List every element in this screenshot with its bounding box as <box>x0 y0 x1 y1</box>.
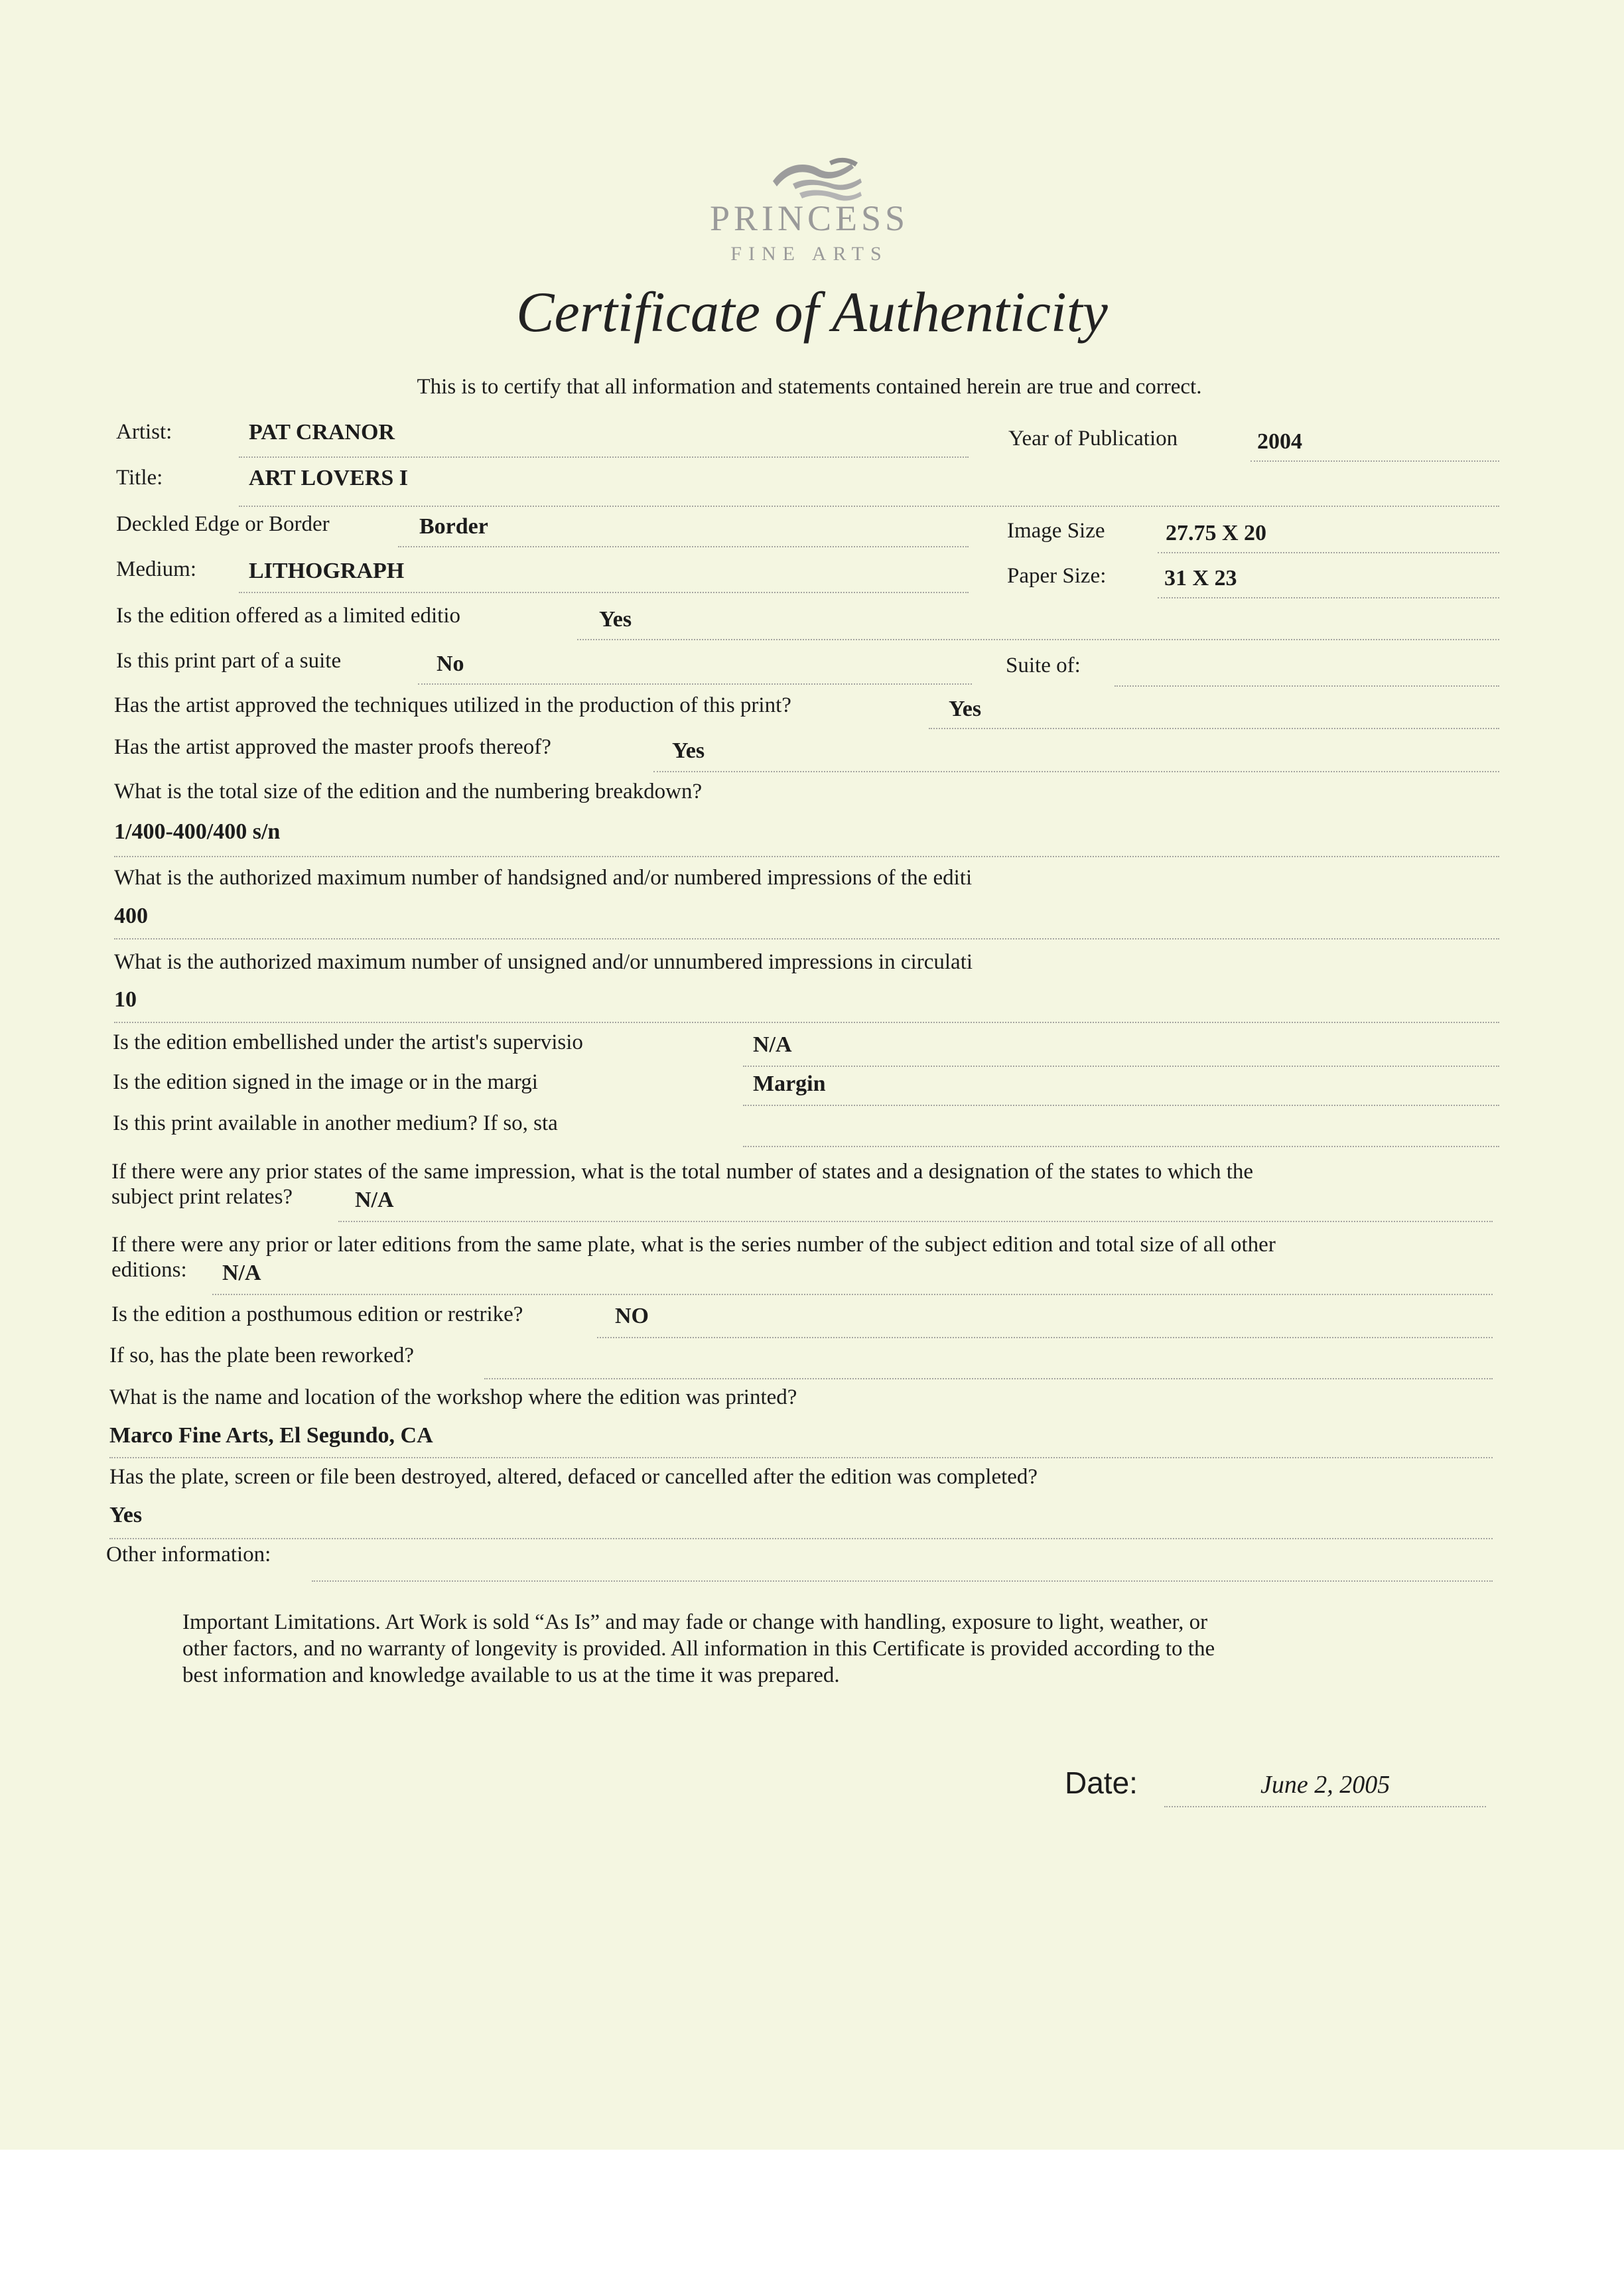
suite-of-label: Suite of: <box>1006 654 1081 677</box>
medium-label: Medium: <box>116 557 196 581</box>
certificate-title: Certificate of Authenticity <box>516 280 1108 344</box>
unsigned-underline <box>114 1022 1499 1023</box>
other-medium-underline <box>743 1146 1499 1147</box>
total-size-value: 1/400-400/400 s/n <box>114 819 281 844</box>
techniques-value: Yes <box>949 697 982 721</box>
prior-editions-underline <box>212 1294 1493 1295</box>
reworked-label: If so, has the plate been reworked? <box>109 1344 415 1367</box>
destroyed-label: Has the plate, screen or file been destroyed, altered, defaced or cancelled after the edition was completed? <box>109 1465 1038 1489</box>
prior-states-question-cont: subject print relates? <box>111 1185 293 1209</box>
suite-of-underline <box>1115 685 1499 687</box>
date-underline <box>1164 1806 1486 1807</box>
limited-edition-label: Is the edition offered as a limited editio <box>116 604 460 628</box>
signed-underline <box>743 1105 1499 1106</box>
medium-underline <box>239 592 969 593</box>
year-value: 2004 <box>1257 429 1302 454</box>
proofs-label: Has the artist approved the master proofs thereof? <box>114 735 551 759</box>
prior-states-question: If there were any prior states of the same impression, what is the total number of states and a designation of the states to which the <box>111 1160 1254 1184</box>
edge-value: Border <box>419 514 488 539</box>
wave-logo-icon <box>766 149 866 202</box>
techniques-label: Has the artist approved the techniques utilized in the production of this print? <box>114 693 791 717</box>
artist-label: Artist: <box>116 420 172 444</box>
embellished-underline <box>743 1066 1499 1067</box>
unsigned-label: What is the authorized maximum number of unsigned and/or unnumbered impressions in circulati <box>114 950 973 974</box>
limitations-line: other factors, and no warranty of longevity is provided. All information in this Certificate is provided according to the <box>182 1637 1215 1661</box>
posthumous-value: NO <box>615 1304 649 1328</box>
prior-editions-question: If there were any prior or later editions from the same plate, what is the series number of the subject edition and total size of all other <box>111 1233 1276 1257</box>
handsigned-label: What is the authorized maximum number of handsigned and/or numbered impressions of the editi <box>114 866 973 890</box>
prior-editions-value: N/A <box>222 1261 261 1285</box>
workshop-underline <box>109 1457 1493 1458</box>
paper-size-underline <box>1158 597 1499 598</box>
techniques-underline <box>929 728 1499 729</box>
prior-states-value: N/A <box>355 1188 394 1212</box>
year-underline <box>1251 460 1499 462</box>
date-value: June 2, 2005 <box>1260 1771 1390 1799</box>
limitations-line: best information and knowledge available to us at the time it was prepared. <box>182 1663 840 1687</box>
suite-question-value: No <box>437 652 464 676</box>
prior-states-underline <box>338 1221 1493 1222</box>
paper-size-label: Paper Size: <box>1007 564 1107 588</box>
brand-subtitle: FINE ARTS <box>730 243 888 265</box>
image-size-value: 27.75 X 20 <box>1166 521 1267 545</box>
paper-size-value: 31 X 23 <box>1164 566 1237 591</box>
image-size-underline <box>1158 552 1499 553</box>
destroyed-underline <box>109 1538 1493 1539</box>
limitations-line: Important Limitations. Art Work is sold “As Is” and may fade or change with handling, exposure to light, weather, or <box>182 1610 1208 1634</box>
unsigned-value: 10 <box>114 987 137 1012</box>
other-medium-label: Is this print available in another medium? If so, sta <box>113 1111 558 1135</box>
artist-value: PAT CRANOR <box>249 420 395 445</box>
edge-label: Deckled Edge or Border <box>116 512 330 536</box>
prior-editions-question-cont: editions: <box>111 1258 187 1282</box>
certify-statement: This is to certify that all information and statements contained herein are true and correct. <box>417 375 1202 399</box>
suite-question-underline <box>418 683 972 685</box>
total-size-underline <box>114 856 1499 857</box>
proofs-underline <box>653 771 1499 772</box>
other-info-underline <box>312 1580 1493 1582</box>
important-limitations <box>182 1609 1215 1689</box>
year-label: Year of Publication <box>1008 427 1178 451</box>
brand-name: PRINCESS <box>709 198 910 238</box>
medium-value: LITHOGRAPH <box>249 559 405 583</box>
workshop-label: What is the name and location of the workshop where the edition was printed? <box>109 1385 797 1409</box>
date-label: Date: <box>1065 1766 1138 1800</box>
reworked-underline <box>484 1378 1493 1379</box>
workshop-value: Marco Fine Arts, El Segundo, CA <box>109 1423 433 1448</box>
handsigned-underline <box>114 938 1499 939</box>
edge-underline <box>398 546 969 547</box>
destroyed-value: Yes <box>109 1503 143 1527</box>
proofs-value: Yes <box>672 738 705 763</box>
artist-underline <box>239 456 969 458</box>
limited-edition-value: Yes <box>599 607 632 632</box>
posthumous-label: Is the edition a posthumous edition or restrike? <box>111 1302 523 1326</box>
limited-edition-underline <box>577 639 1499 640</box>
signed-label: Is the edition signed in the image or in the margi <box>113 1070 538 1094</box>
suite-question-label: Is this print part of a suite <box>116 649 342 673</box>
embellished-label: Is the edition embellished under the artist's supervisio <box>113 1030 583 1054</box>
image-size-label: Image Size <box>1007 519 1105 543</box>
handsigned-value: 400 <box>114 904 148 928</box>
posthumous-underline <box>597 1337 1493 1338</box>
signed-value: Margin <box>753 1072 826 1096</box>
other-info-label: Other information: <box>106 1543 271 1566</box>
title-value: ART LOVERS I <box>249 466 409 490</box>
title-label: Title: <box>116 466 163 490</box>
embellished-value: N/A <box>753 1032 792 1057</box>
total-size-label: What is the total size of the edition and the numbering breakdown? <box>114 780 703 803</box>
title-underline <box>239 506 1499 507</box>
